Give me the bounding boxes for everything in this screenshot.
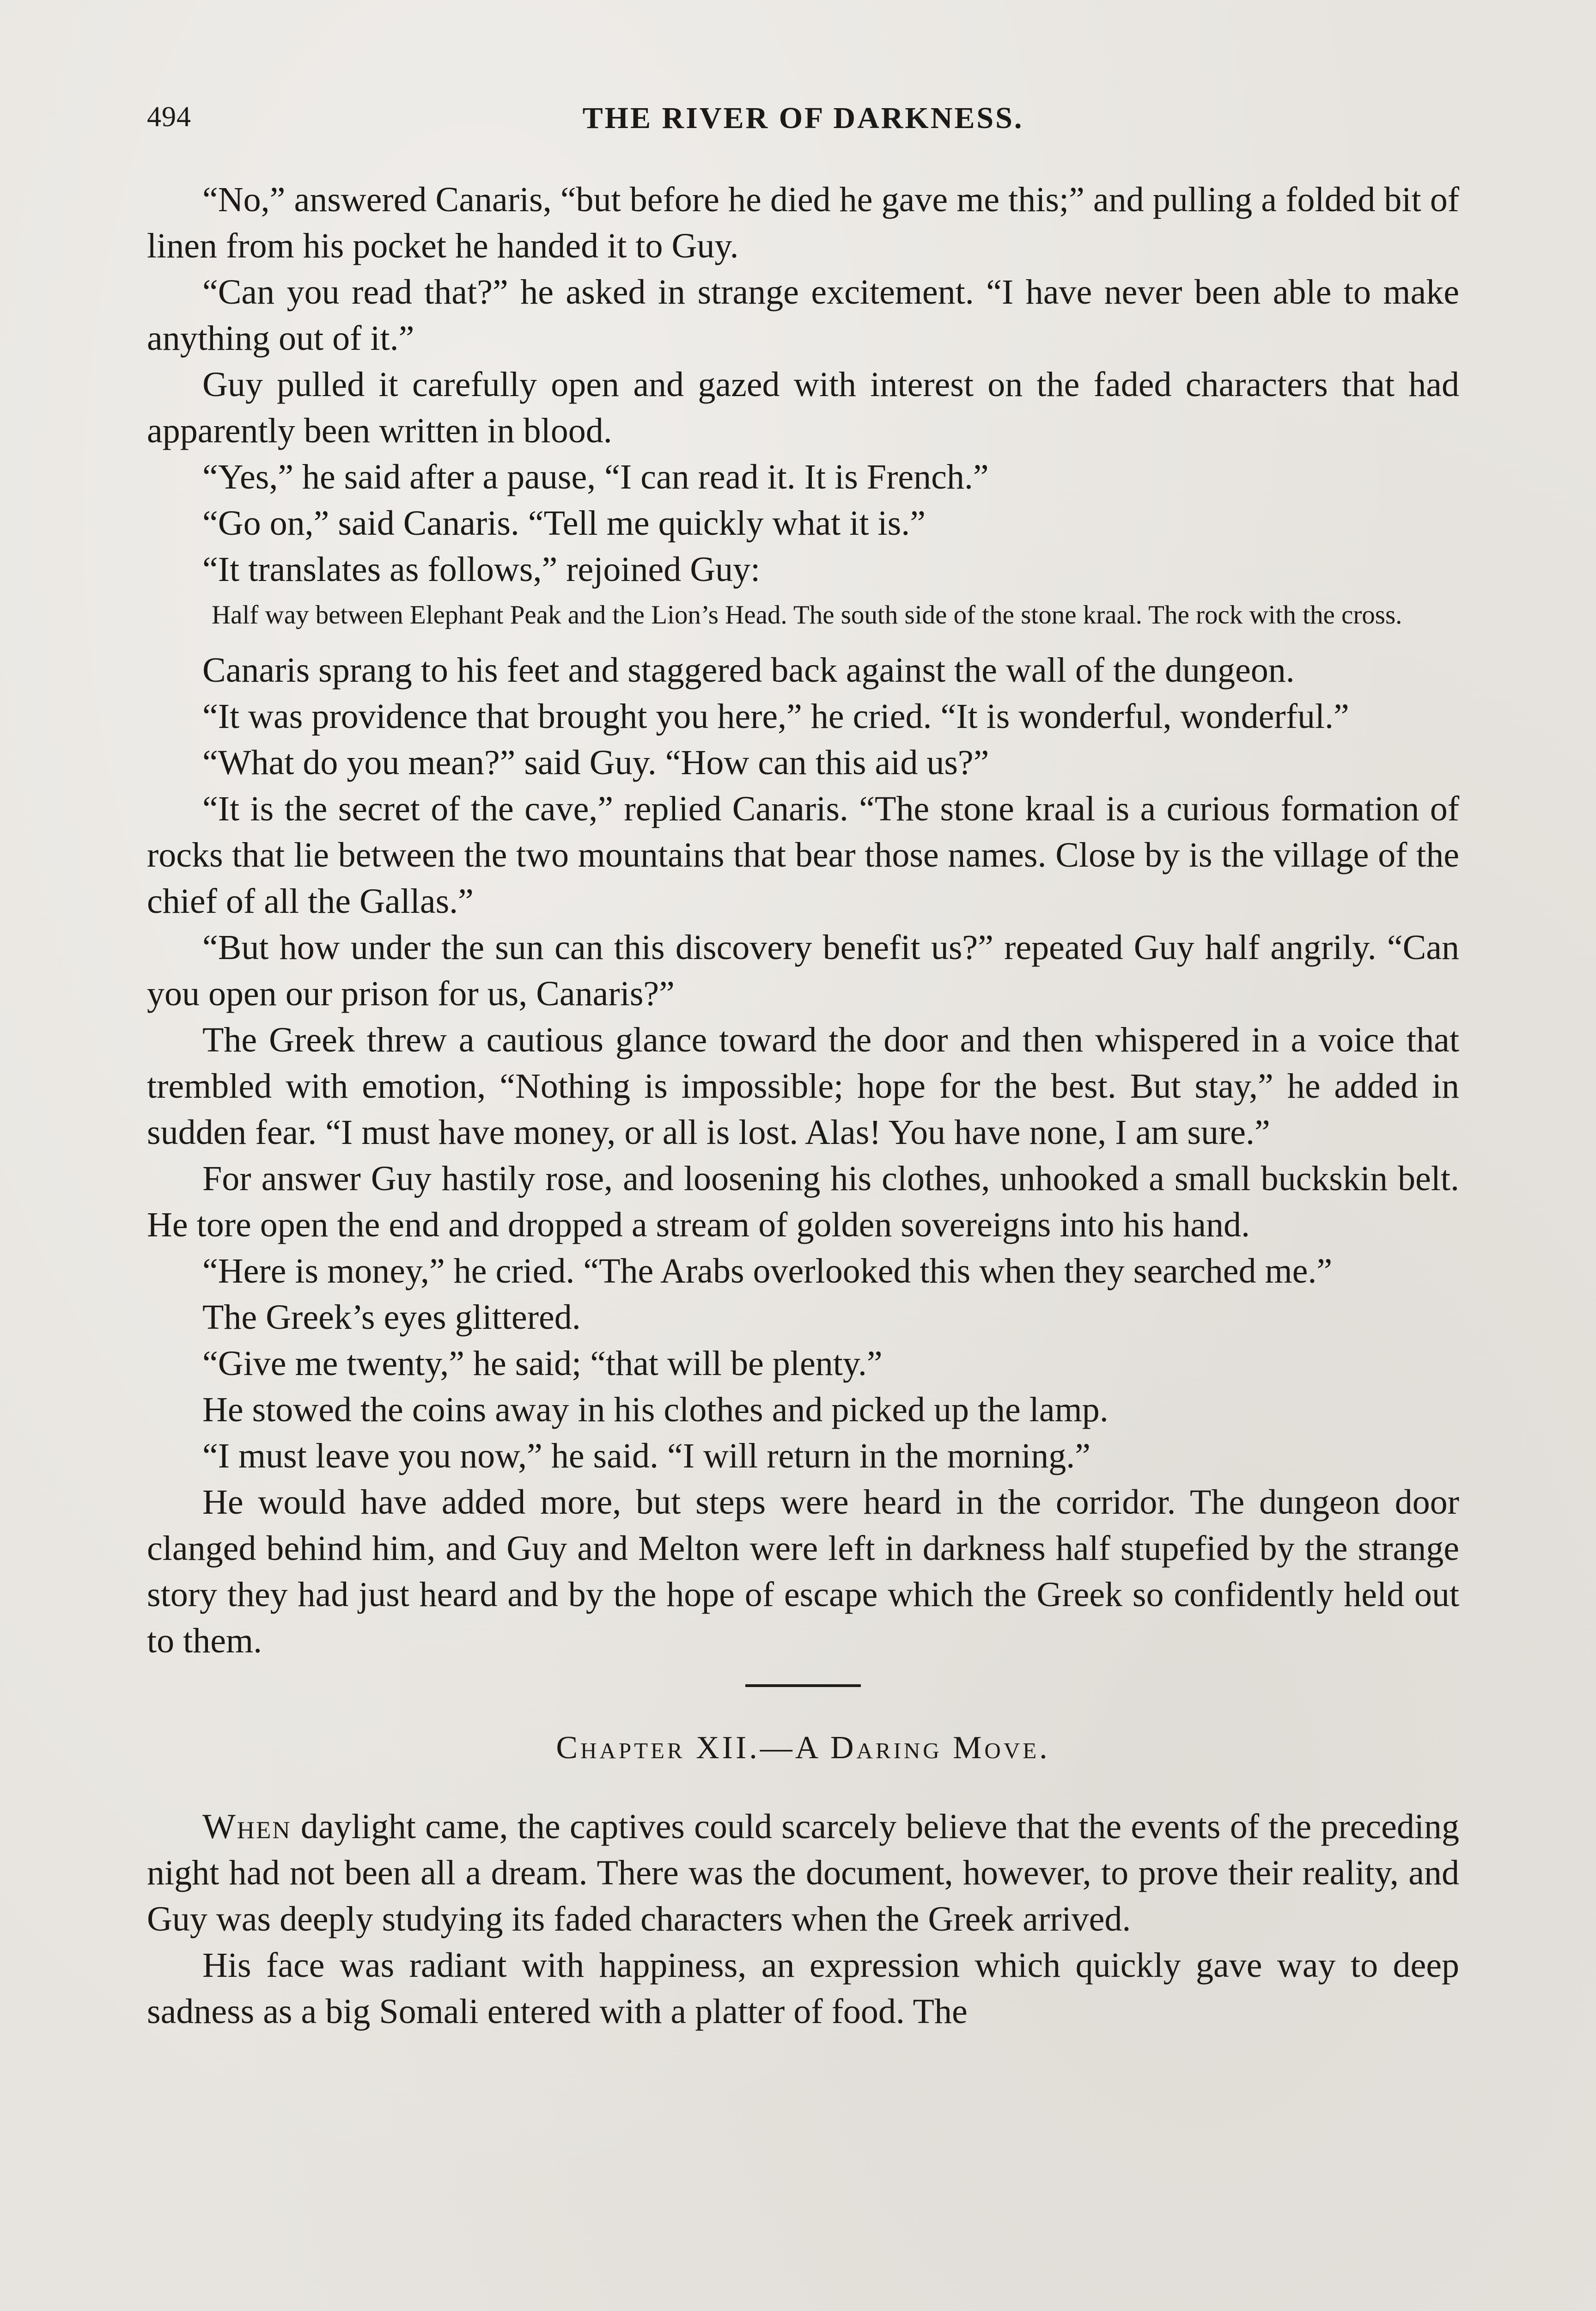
page-header (147, 101, 1459, 142)
paragraph: Canaris sprang to his feet and staggered back against the wall of the dungeon. (202, 651, 1295, 690)
paragraph: “Can you read that?” he asked in strange excitement. “I have never been able to make anything out of it.” (147, 273, 1459, 358)
body-text (147, 177, 1459, 2035)
paragraph: “No,” answered Canaris, “but before he died he gave me this;” and pulling a folded bit of linen from his pocket he handed it to Guy. (147, 180, 1459, 265)
paragraph: “It is the secret of the cave,” replied Canaris. “The stone kraal is a curious formation of rocks that lie between the two mountains that bear those names. Close by is the village of the chief of all the Gallas.” (147, 789, 1459, 921)
paragraph: “But how under the sun can this discovery benefit us?” repeated Guy half angrily. “Can you open our prison for us, Canaris?” (147, 928, 1459, 1013)
paragraph: “What do you mean?” said Guy. “How can this aid us?” (202, 743, 989, 782)
translated-message-quote: Half way between Elephant Peak and the Lion’s Head. The south side of the stone kraal. The rock with the cross. (212, 600, 1402, 630)
section-divider (745, 1684, 861, 1687)
page-number: 494 (147, 101, 191, 133)
chapter-first-word: When (202, 1807, 292, 1846)
paragraph: “Go on,” said Canaris. “Tell me quickly what it is.” (202, 504, 926, 543)
chapter-opening-paragraph (147, 1804, 1459, 1942)
paragraph: For answer Guy hastily rose, and loosening his clothes, unhooked a small buckskin belt. He tore open the end and dropped a stream of golden sovereigns into his hand. (147, 1159, 1459, 1244)
paragraph: “It was providence that brought you here,” he cried. “It is wonderful, wonderful.” (202, 697, 1349, 736)
paragraph: “Here is money,” he cried. “The Arabs overlooked this when they searched me.” (202, 1252, 1333, 1290)
paragraph: His face was radiant with happiness, an expression which quickly gave way to deep sadness as a big Somali entered with a platter of food. The (147, 1946, 1459, 2031)
paragraph: “I must leave you now,” he said. “I will return in the morning.” (202, 1437, 1090, 1475)
paragraph: He would have added more, but steps were heard in the corridor. The dungeon door clanged behind him, and Guy and Melton were left in darkness half stupefied by the strange story they had just heard and by the hope of escape which the Greek so confidently held out to them. (147, 1483, 1459, 1660)
paragraph: “It translates as follows,” rejoined Guy: (202, 550, 761, 589)
paragraph: The Greek’s eyes glittered. (202, 1298, 581, 1337)
chapter-first-paragraph-text: daylight came, the captives could scarcely believe that the events of the preceding night had not been all a dream. There was the document, however, to prove their reality, and Guy was deeply studying its faded characters when the Greek arrived. (147, 1807, 1459, 1938)
running-title: THE RIVER OF DARKNESS. (582, 101, 1024, 135)
paragraph: “Yes,” he said after a pause, “I can read it. It is French.” (202, 458, 989, 496)
paragraph: The Greek threw a cautious glance toward the door and then whispered in a voice that trembled with emotion, “Nothing is impossible; hope for the best. But stay,” he added in sudden fear. “I must have money, or all is lost. Alas! You have none, I am sure.” (147, 1021, 1459, 1152)
paragraph: “Give me twenty,” he said; “that will be plenty.” (202, 1344, 883, 1383)
paragraph: Guy pulled it carefully open and gazed with interest on the faded characters that had apparently been written in blood. (147, 365, 1459, 450)
paragraph: He stowed the coins away in his clothes and picked up the lamp. (202, 1390, 1109, 1429)
chapter-heading: Chapter XII.—A Daring Move. (556, 1730, 1050, 1766)
